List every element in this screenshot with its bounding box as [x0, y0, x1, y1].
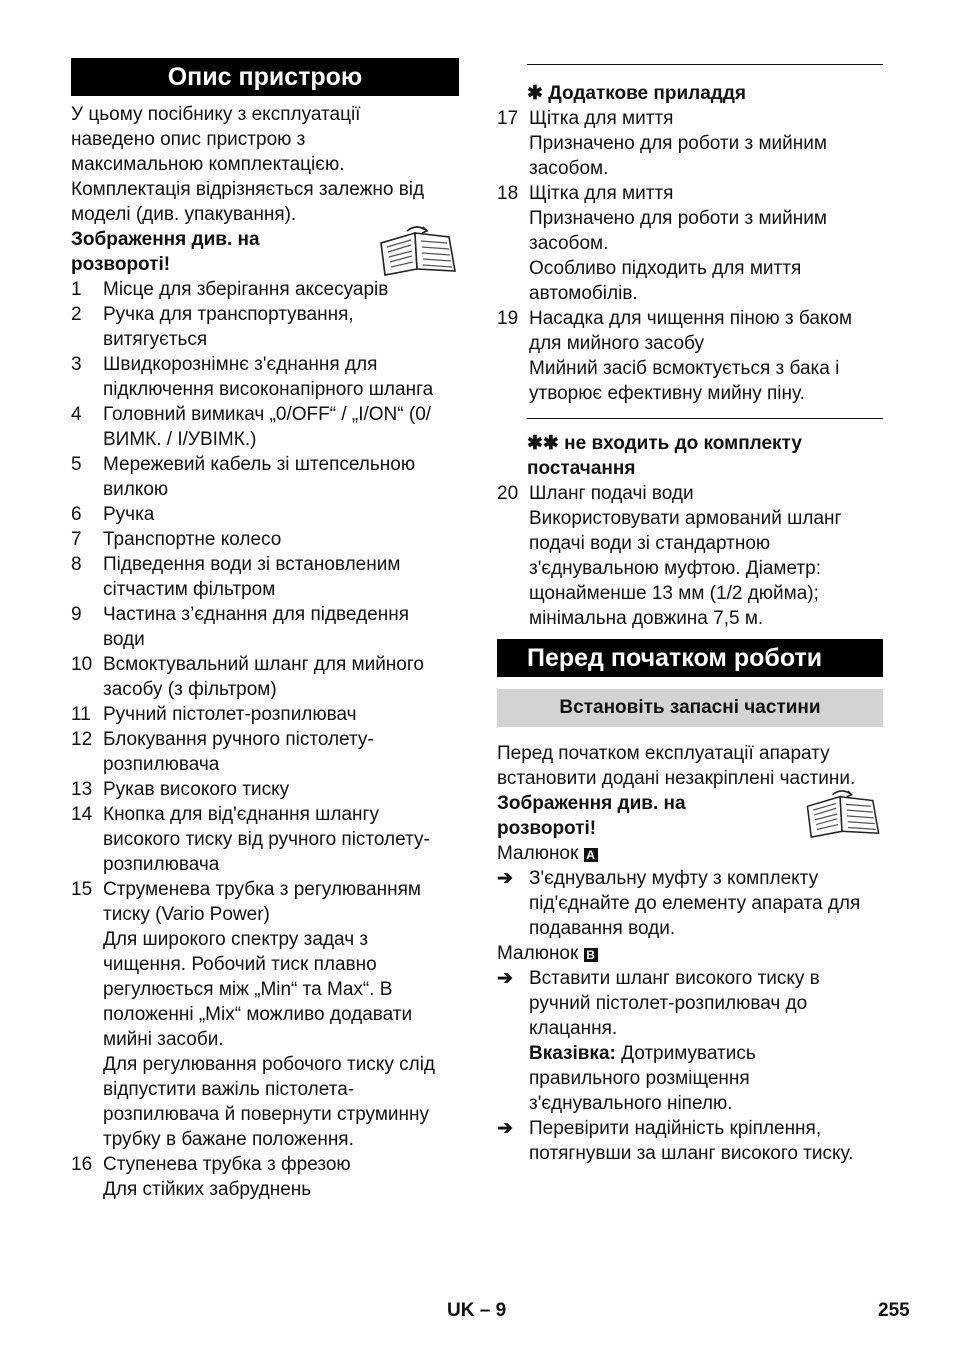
- note-line: Вказівка: Дотримуватись: [529, 1043, 756, 1064]
- item-text: Для широкого спектру задач з: [103, 929, 369, 950]
- step-text: потягнувши за шланг високого тиску.: [529, 1143, 854, 1164]
- item-number: 16: [71, 1154, 93, 1175]
- item-text: Щітка для миття: [529, 108, 674, 129]
- item-number: 7: [71, 529, 82, 550]
- intro-line: моделі (див. упакування).: [71, 204, 297, 225]
- arrow-right-icon: ➔: [497, 1118, 513, 1139]
- see-image-note: [71, 227, 459, 277]
- item-text: Швидкорознімнє з'єднання для: [103, 354, 378, 375]
- instruction-step: [497, 966, 883, 1116]
- accessories-title: [527, 81, 883, 106]
- item-number: 1: [71, 279, 82, 300]
- item-text: Всмоктувальний шланг для мийного: [103, 654, 424, 675]
- note-text: правильного розміщення: [529, 1068, 750, 1089]
- list-item: [497, 306, 883, 406]
- not-included-title: [527, 431, 883, 456]
- item-text: Насадка для чищення піною з баком: [529, 308, 853, 329]
- item-text: засобом.: [529, 233, 609, 254]
- left-column: [71, 58, 459, 1202]
- item-text: Використовувати армований шланг: [529, 508, 842, 529]
- subsection-heading-spare-parts: Встановіть запасні частини: [497, 689, 883, 727]
- item-text: Блокування ручного пістолету-: [103, 729, 374, 750]
- step-text: ручний пістолет-розпилювач до: [529, 993, 808, 1014]
- item-text: Призначено для роботи з мийним: [529, 133, 827, 154]
- item-text: подачі води зі стандартною: [529, 533, 771, 554]
- item-text: Рукав високого тиску: [103, 779, 290, 800]
- item-number: 18: [497, 183, 519, 204]
- intro-line: наведено опис пристрою з: [71, 129, 306, 150]
- item-text: мінімальна довжина 7,5 м.: [529, 608, 764, 629]
- open-book-icon: [803, 789, 883, 839]
- install-intro-line: встановити додані незакріплені частини.: [497, 768, 856, 789]
- item-text: Для регулювання робочого тиску слід: [103, 1054, 436, 1075]
- step-text: подавання води.: [529, 918, 676, 939]
- section-heading-device-description: Опис пристрою: [71, 58, 459, 96]
- intro-paragraph: [71, 102, 459, 227]
- arrow-right-icon: ➔: [497, 968, 513, 989]
- note-text: з'єднувального ніпелю.: [529, 1093, 733, 1114]
- item-text: вилкою: [103, 479, 169, 500]
- see-image-line: розвороті!: [71, 254, 171, 275]
- item-text: підключення високонапірного шланга: [103, 379, 434, 400]
- not-included-title-text: постачання: [527, 458, 636, 479]
- page-number: 255: [878, 1300, 910, 1321]
- item-number: 13: [71, 779, 93, 800]
- item-number: 3: [71, 354, 82, 375]
- item-text: мийні засоби.: [103, 1029, 224, 1050]
- item-text: регулюється між „Min“ та Max“. В: [103, 979, 393, 1000]
- item-number: 15: [71, 879, 93, 900]
- double-asterisk-icon: ✱✱: [527, 433, 559, 454]
- item-number: 17: [497, 108, 519, 129]
- item-text: Ручка для транспортування,: [103, 304, 354, 325]
- instruction-step: [497, 866, 883, 941]
- divider: [527, 64, 883, 65]
- note-label: Вказівка:: [529, 1043, 616, 1064]
- list-item: [71, 777, 459, 802]
- item-number: 9: [71, 604, 82, 625]
- list-item: [71, 402, 459, 452]
- item-text: Мийний засіб всмоктується з бака і: [529, 358, 840, 379]
- item-text: Шланг подачі води: [529, 483, 694, 504]
- open-book-icon: [377, 225, 459, 277]
- item-text: Місце для зберігання аксесуарів: [103, 279, 389, 300]
- list-item: [71, 877, 459, 1152]
- item-text: Для стійких забруднень: [103, 1179, 312, 1200]
- list-item: [71, 1152, 459, 1202]
- item-text: Ручний пістолет-розпилювач: [103, 704, 357, 725]
- intro-line: максимальною комплектацією.: [71, 154, 345, 175]
- item-text: Ручка: [103, 504, 155, 525]
- figure-label-b: Малюнок B: [497, 941, 883, 966]
- see-image-line: Зображення див. на: [71, 229, 260, 250]
- item-text: витягується: [103, 329, 208, 350]
- list-item: [497, 106, 883, 181]
- footer-section-label: UK – 9: [447, 1300, 507, 1321]
- item-number: 10: [71, 654, 93, 675]
- item-text: трубку в бажане положення.: [103, 1129, 354, 1150]
- list-item: [71, 652, 459, 702]
- item-text: відпустити важіль пістолета-: [103, 1079, 355, 1100]
- item-text: засобом.: [529, 158, 609, 179]
- see-image-note: [497, 791, 883, 841]
- step-text: З'єднувальну муфту з комплекту: [529, 868, 819, 889]
- item-number: 12: [71, 729, 93, 750]
- item-text: Підведення води зі встановленим: [103, 554, 401, 575]
- intro-line: У цьому посібнику з експлуатації: [71, 104, 361, 125]
- item-text: Струменева трубка з регулюванням: [103, 879, 421, 900]
- item-text: розпилювача: [103, 754, 220, 775]
- list-item: [71, 602, 459, 652]
- item-text: автомобілів.: [529, 283, 638, 304]
- step-text: клацання.: [529, 1018, 618, 1039]
- item-text: Кнопка для від'єднання шлангу: [103, 804, 379, 825]
- item-text: положенні „Mix“ можливо додавати: [103, 1004, 413, 1025]
- item-text: для мийного засобу: [529, 333, 704, 354]
- install-intro-line: Перед початком експлуатації апарату: [497, 743, 830, 764]
- item-text: Частина з’єднання для підведення: [103, 604, 410, 625]
- item-text: Призначено для роботи з мийним: [529, 208, 827, 229]
- list-item: [71, 527, 459, 552]
- divider: [527, 418, 883, 419]
- item-text: Щітка для миття: [529, 183, 674, 204]
- list-item: [71, 302, 459, 352]
- item-text: утворює ефективну мийну піну.: [529, 383, 805, 404]
- item-number: 6: [71, 504, 82, 525]
- list-item: [71, 802, 459, 877]
- figure-letter-badge: A: [584, 848, 598, 862]
- item-text: щонайменше 13 мм (1/2 дюйма);: [529, 583, 819, 604]
- list-item: [71, 502, 459, 527]
- item-number: 14: [71, 804, 93, 825]
- figure-label-a: Малюнок A: [497, 841, 883, 866]
- item-text: води: [103, 629, 145, 650]
- item-text: ВИМК. / I/УВІМК.): [103, 429, 257, 450]
- list-item: [71, 352, 459, 402]
- list-item: [71, 452, 459, 502]
- item-text: розпилювача: [103, 854, 220, 875]
- intro-line: Комплектація відрізняється залежно від: [71, 179, 425, 200]
- item-number: 19: [497, 308, 519, 329]
- item-text: високого тиску від ручного пістолету-: [103, 829, 430, 850]
- item-number: 8: [71, 554, 82, 575]
- list-item: [71, 727, 459, 777]
- item-number: 20: [497, 483, 519, 504]
- instruction-step: [497, 1116, 883, 1166]
- step-text: Перевірити надійність кріплення,: [529, 1118, 822, 1139]
- see-image-line: Зображення див. на: [497, 793, 686, 814]
- item-text: Транспортне колесо: [103, 529, 282, 550]
- item-text: Головний вимикач „0/OFF“ / „I/ON“ (0/: [103, 404, 432, 425]
- list-item: [497, 481, 883, 631]
- item-text: Ступенева трубка з фрезою: [103, 1154, 351, 1175]
- item-number: 5: [71, 454, 82, 475]
- item-text: Особливо підходить для миття: [529, 258, 802, 279]
- figure-letter-badge: B: [584, 948, 598, 962]
- step-text: Вставити шланг високого тиску в: [529, 968, 820, 989]
- list-item: [71, 702, 459, 727]
- item-text: Мережевий кабель зі штепсельною: [103, 454, 416, 475]
- item-number: 4: [71, 404, 82, 425]
- list-item: [497, 181, 883, 306]
- accessories-title-text: Додаткове приладдя: [548, 83, 747, 104]
- item-text: тиску (Vario Power): [103, 904, 270, 925]
- step-text: під'єднайте до елементу апарата для: [529, 893, 861, 914]
- section-heading-before-start: Перед початком роботи: [497, 639, 883, 677]
- item-number: 2: [71, 304, 82, 325]
- item-text: з'єднувальною муфтою. Діаметр:: [529, 558, 821, 579]
- see-image-line: розвороті!: [497, 818, 597, 839]
- arrow-right-icon: ➔: [497, 868, 513, 889]
- item-text: засобу (з фільтром): [103, 679, 277, 700]
- item-text: розпилювача й повернути струминну: [103, 1104, 429, 1125]
- item-text: сітчастим фільтром: [103, 579, 276, 600]
- asterisk-icon: ✱: [527, 83, 543, 104]
- not-included-title-text: не входить до комплекту: [564, 433, 802, 454]
- right-column: [497, 58, 883, 1166]
- item-number: 11: [71, 704, 91, 725]
- list-item: [71, 552, 459, 602]
- item-text: чищення. Робочий тиск плавно: [103, 954, 377, 975]
- list-item: [71, 277, 459, 302]
